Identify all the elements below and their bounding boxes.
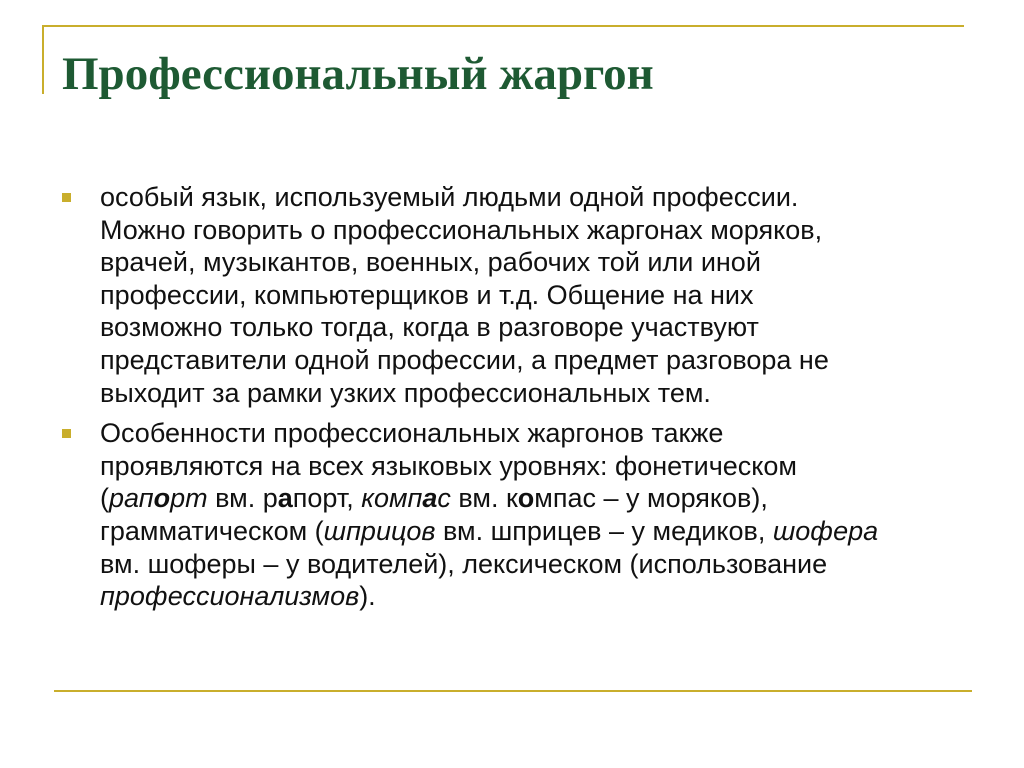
bullet-line-lexical bbox=[100, 580, 962, 613]
stressed-letter: о bbox=[517, 483, 535, 514]
stressed-letter: а bbox=[277, 483, 293, 514]
bullet-line-grammar-examples bbox=[100, 515, 962, 548]
frame-top-line bbox=[42, 25, 964, 27]
stressed-letter: о bbox=[153, 483, 171, 514]
slide-title: Профессиональный жаргон bbox=[62, 48, 654, 100]
text-segment: грамматическом ( bbox=[100, 515, 324, 546]
italic-term: шофера bbox=[772, 515, 879, 546]
stressed-letter: а bbox=[422, 483, 438, 514]
frame-left-line bbox=[42, 25, 44, 94]
italic-term: рт bbox=[170, 483, 208, 514]
text-segment: ( bbox=[100, 483, 109, 514]
bullet-definition bbox=[62, 181, 962, 409]
text-segment: вм. р bbox=[207, 483, 278, 514]
bullet-line: вм. шоферы – у водителей), лексическом (использование bbox=[100, 548, 828, 579]
text-segment: вм. к bbox=[450, 483, 518, 514]
bullet-line-phonetic-examples bbox=[100, 482, 962, 515]
bullet-line: Особенности профессиональных жаргонов также bbox=[100, 418, 724, 449]
bullet-line: особый язык, используемый людьми одной профессии. bbox=[100, 182, 799, 212]
text-segment: ). bbox=[359, 581, 376, 612]
bullet-line: Можно говорить о профессиональных жаргонах моряков, bbox=[100, 214, 823, 245]
square-bullet-icon bbox=[62, 193, 71, 202]
italic-term: профессионализмов bbox=[100, 581, 360, 612]
text-segment: вм. шприцев – у медиков, bbox=[435, 515, 773, 546]
italic-term: с bbox=[437, 483, 451, 514]
text-segment: порт, bbox=[292, 483, 362, 514]
italic-term: рап bbox=[109, 483, 154, 514]
square-bullet-icon bbox=[62, 429, 71, 438]
bullet-line: врачей, музыкантов, военных, рабочих той или иной bbox=[100, 247, 761, 278]
italic-term: комп bbox=[361, 483, 423, 514]
text-segment: мпас – у моряков), bbox=[534, 483, 768, 514]
bullet-line: представители одной профессии, а предмет разговора не bbox=[100, 344, 829, 375]
bullet-features bbox=[62, 417, 962, 613]
slide-body bbox=[62, 181, 962, 621]
bullet-line: профессии, компьютерщиков и т.д. Общение на них bbox=[100, 279, 754, 310]
italic-term: шприцов bbox=[323, 515, 436, 546]
bullet-line: проявляются на всех языковых уровнях: фонетическом bbox=[100, 450, 797, 481]
bullet-line: выходит за рамки узких профессиональных тем. bbox=[100, 377, 711, 408]
bullet-line: возможно только тогда, когда в разговоре участвуют bbox=[100, 312, 759, 343]
frame-bottom-line bbox=[54, 690, 972, 692]
